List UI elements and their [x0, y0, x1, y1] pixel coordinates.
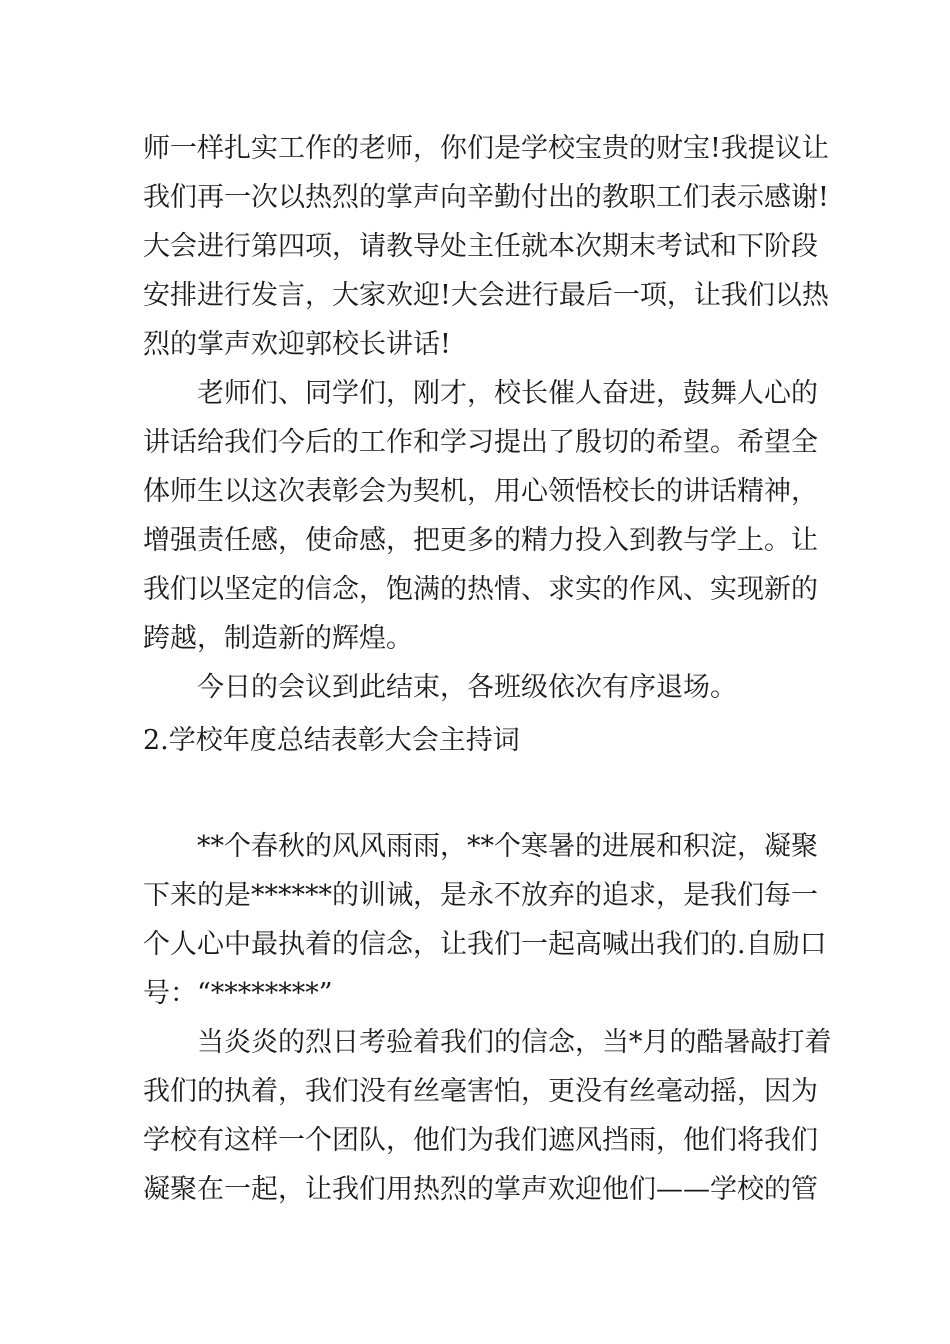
text-line: 号：“********”	[143, 978, 333, 1009]
text-line: 烈的掌声欢迎郭校长讲话!	[143, 329, 451, 360]
text-line: 今日的会议到此结束，各班级依次有序退场。	[197, 672, 737, 703]
paragraph-block-1	[143, 124, 829, 712]
text-line: 大会进行第四项，请教导处主任就本次期末考试和下阶段	[143, 231, 818, 262]
text-line: 跨越，制造新的辉煌。	[143, 623, 413, 654]
paragraph-block-2	[143, 822, 832, 1214]
text-line: 讲话给我们今后的工作和学习提出了殷切的希望。希望全	[143, 427, 818, 458]
text-line: 体师生以这次表彰会为契机，用心领悟校长的讲话精神，	[143, 476, 818, 507]
text-line: 当炎炎的烈日考验着我们的信念，当*月的酷暑敲打着	[197, 1027, 832, 1058]
text-line: 安排进行发言，大家欢迎!大会进行最后一项，让我们以热	[143, 280, 829, 311]
section-heading: 2.学校年度总结表彰大会主持词	[143, 725, 520, 756]
text-line: 下来的是******的训诫，是永不放弃的追求，是我们每一	[143, 880, 818, 911]
text-line: 增强责任感，使命感，把更多的精力投入到教与学上。让	[143, 525, 818, 556]
text-line: 我们再一次以热烈的掌声向辛勤付出的教职工们表示感谢!	[143, 182, 829, 213]
text-line: **个春秋的风风雨雨，**个寒暑的进展和积淀，凝聚	[197, 831, 818, 862]
text-line: 个人心中最执着的信念，让我们一起高喊出我们的.自励口	[143, 929, 827, 960]
text-line: 我们以坚定的信念，饱满的热情、求实的作风、实现新的	[143, 574, 818, 605]
text-line: 老师们、同学们，刚才，校长催人奋进，鼓舞人心的	[197, 378, 818, 409]
text-line: 学校有这样一个团队，他们为我们遮风挡雨，他们将我们	[143, 1125, 818, 1156]
text-line: 凝聚在一起，让我们用热烈的掌声欢迎他们——学校的管	[143, 1174, 818, 1205]
text-line: 师一样扎实工作的老师，你们是学校宝贵的财宝!我提议让	[143, 133, 829, 164]
text-line: 我们的执着，我们没有丝毫害怕，更没有丝毫动摇，因为	[143, 1076, 818, 1107]
